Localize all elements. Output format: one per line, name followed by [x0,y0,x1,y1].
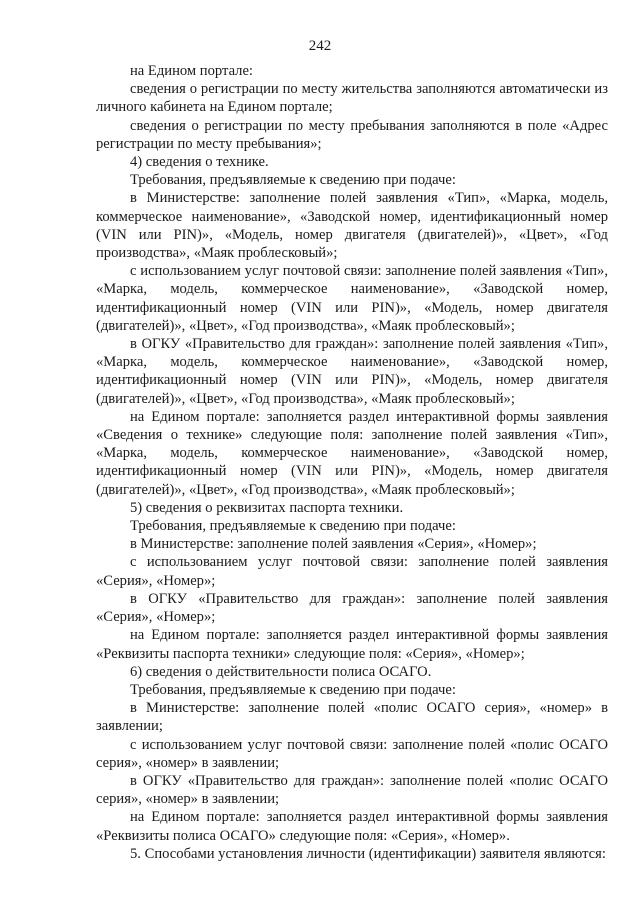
paragraph: на Едином портале: заполняется раздел интерактивной формы заявления «Реквизиты полиса ОСАГО» следующие поля: «Серия», «Номер». [96,809,608,844]
paragraph: сведения о регистрации по месту пребывания заполняются в поле «Адрес регистрации по месту пребывания»; [96,117,608,152]
paragraph: 5) сведения о реквизитах паспорта техники. [130,499,404,516]
paragraph: Требования, предъявляемые к сведению при подаче: [130,518,456,535]
paragraph: на Едином портале: заполняется раздел интерактивной формы заявления «Сведения о технике» следующие поля: заполнение полей заявления «Тип», «Марка, модель, коммерческое наименование», «Заводской номер, идентификационный номер (VIN или PIN)», «Модель, номер двигателя (двигателей)», «Цвет», «Год производства», «Маяк проблесковый»; [96,408,608,498]
paragraph: с использованием услуг почтовой связи: заполнение полей заявления «Серия», «Номер»; [96,554,608,589]
page-number: 242 [308,38,332,54]
paragraph: в Министерстве: заполнение полей «полис ОСАГО серия», «номер» в заявлении; [96,700,608,735]
paragraph: 5. Способами установления личности (идентификации) заявителя являются: [130,845,606,862]
paragraph: на Едином портале: заполняется раздел интерактивной формы заявления «Реквизиты паспорта техники» следующие поля: «Серия», «Номер»; [96,627,608,662]
paragraph: с использованием услуг почтовой связи: заполнение полей заявления «Тип», «Марка, модель, коммерческое наименование», «Заводской номер, идентификационный номер (VIN или PIN)», «Модель, номер двигателя (двигателей)», «Цвет», «Год производства», «Маяк проблесковый»; [96,263,608,334]
paragraph: в ОГКУ «Правительство для граждан»: заполнение полей «полис ОСАГО серия», «номер» в заявлении; [96,772,608,808]
paragraph: Требования, предъявляемые к сведению при подаче: [130,172,456,189]
document-body [96,62,608,863]
paragraph: Требования, предъявляемые к сведению при подаче: [130,681,456,698]
paragraph: сведения о регистрации по месту жительства заполняются автоматически из личного кабинета на Едином портале; [96,81,608,116]
paragraph: 6) сведения о действительности полиса ОСАГО. [130,663,432,680]
paragraph: 4) сведения о технике. [130,154,269,171]
paragraph: в ОГКУ «Правительство для граждан»: заполнение полей заявления «Тип», «Марка, модель, коммерческое наименование», «Заводской номер, идентификационный номер (VIN или PIN)», «Модель, номер двигателя (двигателей)», «Цвет», «Год производства», «Маяк проблесковый»; [96,336,608,407]
paragraph: в Министерстве: заполнение полей заявления «Тип», «Марка, модель, коммерческое наименование», «Заводской номер, идентификационный номер (VIN или PIN)», «Модель, номер двигателя (двигателей)», «Цвет», «Год производства», «Маяк проблесковый»; [96,190,608,262]
paragraph: на Едином портале: [130,63,253,79]
paragraph: в ОГКУ «Правительство для граждан»: заполнение полей заявления «Серия», «Номер»; [96,590,608,626]
paragraph: в Министерстве: заполнение полей заявления «Серия», «Номер»; [130,536,537,553]
paragraph: с использованием услуг почтовой связи: заполнение полей «полис ОСАГО серия», «номер» в заявлении; [96,736,608,771]
